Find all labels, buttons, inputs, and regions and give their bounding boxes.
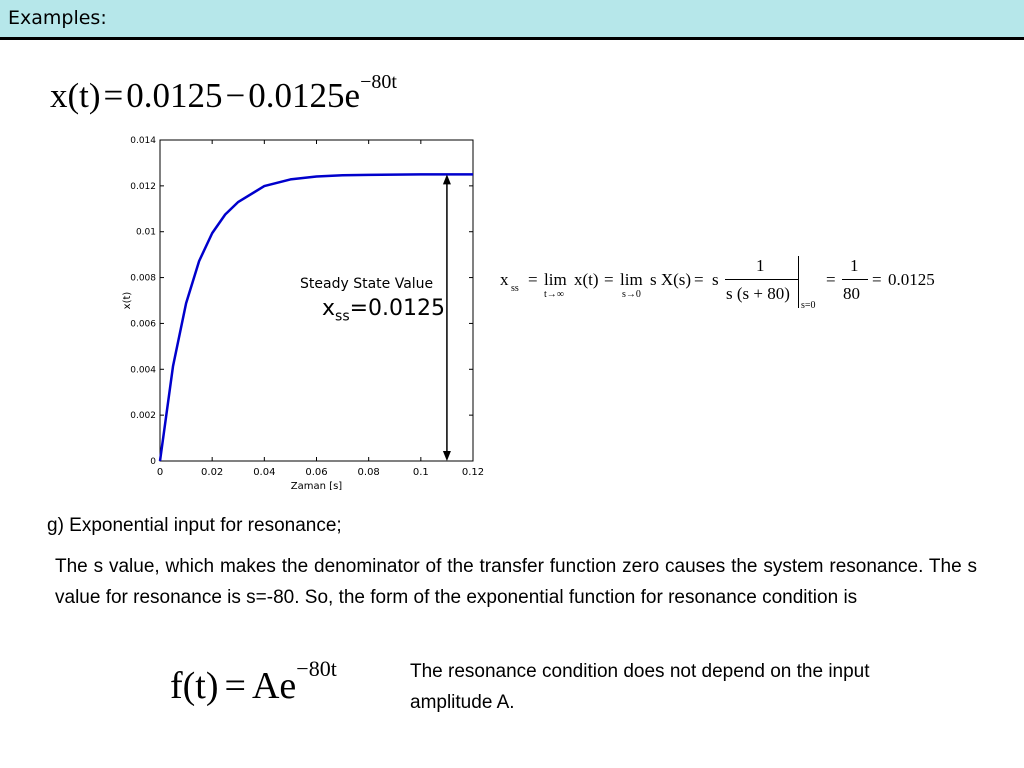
limit-eq5: = <box>872 270 882 289</box>
y-tick-label: 0.008 <box>130 273 156 284</box>
steady-state-value <box>322 296 445 324</box>
x-axis-label: Zaman [s] <box>290 481 343 490</box>
x-tick-label: 0.04 <box>253 467 276 478</box>
limit-eq3: = <box>694 270 704 289</box>
steady-state-value-sub: ss <box>335 308 350 325</box>
limit-x-sub: ss <box>511 283 519 294</box>
equation-lhs: x(t) <box>50 76 101 115</box>
arrow-head-top <box>443 174 451 184</box>
limit-lim2-sub: s→0 <box>622 289 641 300</box>
limit-sXs: s X(s) <box>650 270 692 289</box>
equation-limit <box>500 256 960 326</box>
equation-main <box>50 71 397 116</box>
limit-frac2-num: 1 <box>850 256 859 275</box>
slide-title: Examples: <box>8 7 107 29</box>
limit-eq4: = <box>826 270 836 289</box>
equation-f-exponent: −80t <box>296 656 337 682</box>
explanation-paragraph: The s value, which makes the denominator of the transfer function zero causes the system resonance. The s value for resonance is s=-80. So, the form of the exponential function for resonance condition is <box>55 556 977 608</box>
limit-eval-sub: s=0 <box>801 300 816 311</box>
equation-f <box>170 656 337 708</box>
limit-eq1: = <box>528 270 538 289</box>
limit-frac1-num: 1 <box>756 256 765 275</box>
x-tick-label: 0 <box>156 467 164 478</box>
steady-state-value-rest: =0.0125 <box>349 296 446 321</box>
y-tick-label: 0.014 <box>130 136 156 146</box>
steady-state-value-main: x <box>322 296 336 321</box>
y-tick-label: 0 <box>150 457 156 467</box>
equation-f-lhs: f(t) <box>170 665 219 707</box>
x-tick-label: 0.02 <box>201 467 224 478</box>
equation-minus: − <box>225 76 246 115</box>
limit-eq2: = <box>604 270 614 289</box>
limit-result: 0.0125 <box>888 270 935 289</box>
limit-x: x <box>500 270 509 289</box>
y-tick-label: 0.01 <box>135 227 156 238</box>
slide-header <box>0 0 1024 40</box>
x-tick-label: 0.08 <box>357 467 380 478</box>
limit-frac1-line <box>725 279 799 280</box>
limit-frac1-den: s (s + 80) <box>726 284 790 303</box>
equation-f-rhs: Ae <box>251 665 297 707</box>
equation-equals: = <box>103 76 124 115</box>
limit-lim2: lim <box>620 270 643 289</box>
arrow-head-bottom <box>443 451 451 461</box>
limit-xt: x(t) <box>574 270 599 289</box>
limit-frac2-line <box>842 279 868 280</box>
limit-lim1-sub: t→∞ <box>544 289 564 300</box>
limit-s: s <box>712 270 719 289</box>
equation-exponent: −80t <box>360 71 397 94</box>
resonance-note: The resonance condition does not depend on the input amplitude A. <box>410 661 870 713</box>
y-tick-label: 0.002 <box>130 411 156 422</box>
limit-lim1: lim <box>544 270 567 289</box>
equation-term-a: 0.0125 <box>126 76 223 115</box>
y-axis-label: x(t) <box>122 291 133 310</box>
limit-frac2-den: 80 <box>843 284 860 303</box>
x-tick-label: 0.1 <box>412 467 429 478</box>
y-tick-label: 0.004 <box>130 365 156 376</box>
section-heading: g) Exponential input for resonance; <box>47 515 342 536</box>
equation-f-equals: = <box>224 665 246 707</box>
x-tick-label: 0.06 <box>305 467 328 478</box>
x-tick-label: 0.12 <box>461 467 485 478</box>
y-tick-label: 0.012 <box>130 181 156 192</box>
limit-eval-bar <box>798 256 799 308</box>
y-tick-label: 0.006 <box>130 319 156 330</box>
equation-term-b: 0.0125e <box>248 76 361 115</box>
steady-state-label: Steady State Value <box>300 276 434 292</box>
